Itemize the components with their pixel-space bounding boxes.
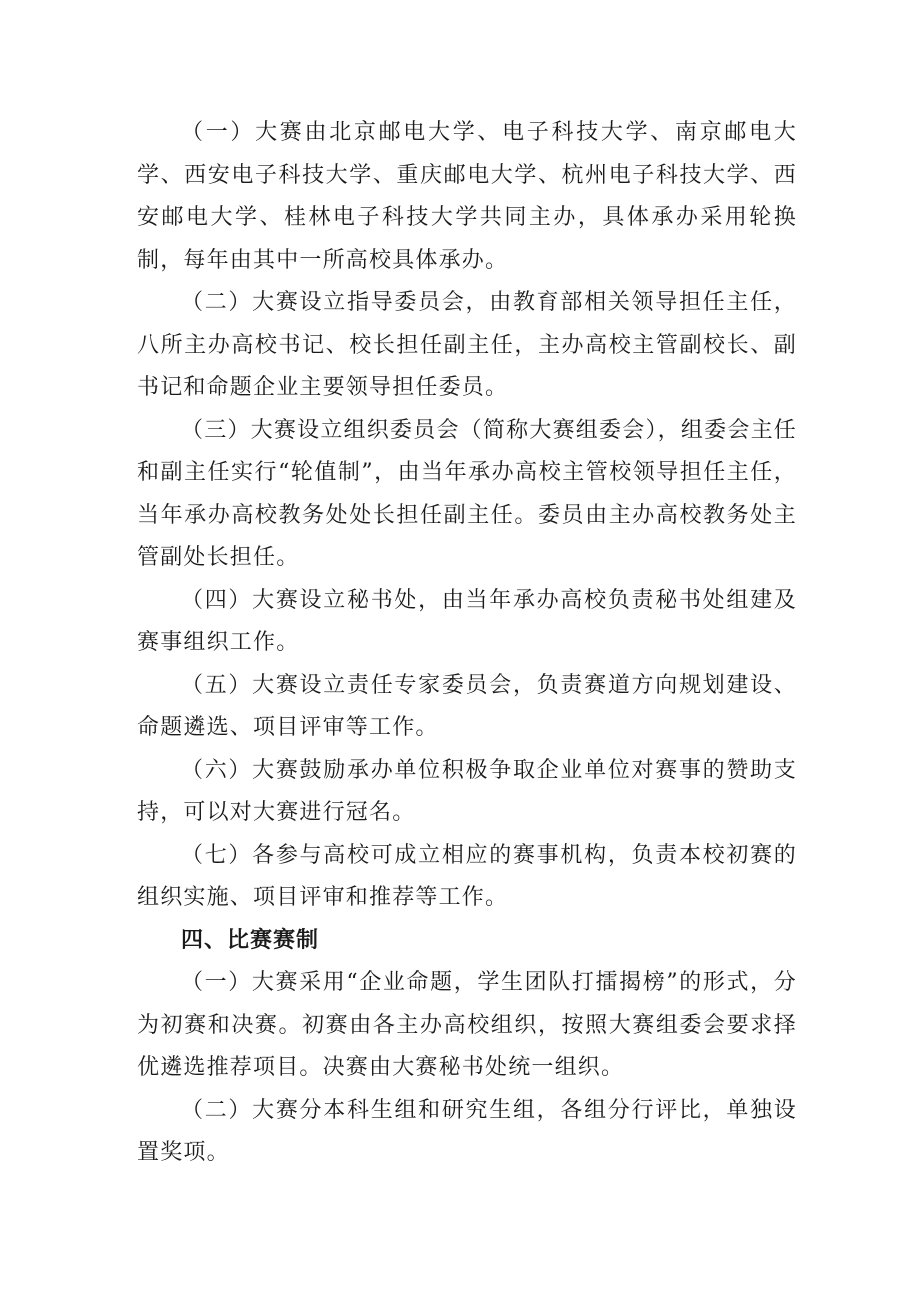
paragraph-school-institutions: （七）各参与高校可成立相应的赛事机构，负责本校初赛的组织实施、项目评审和推荐等工作。: [137, 842, 797, 910]
section-heading: 四、比赛赛制: [181, 927, 320, 953]
paragraph-sponsorship: （六）大赛鼓励承办单位积极争取企业单位对赛事的赞助支持，可以对大赛进行冠名。: [137, 757, 797, 825]
paragraph-groups: （二）大赛分本科生组和研究生组，各组分行评比，单独设置奖项。: [137, 1097, 797, 1165]
paragraph-organizers: （一）大赛由北京邮电大学、电子科技大学、南京邮电大学、西安电子科技大学、重庆邮电大学、杭州电子科技大学、西安邮电大学、桂林电子科技大学共同主办，具体承办采用轮换制，每年由其中一所高校具体承办。: [137, 120, 797, 273]
paragraph-competition-format: （一）大赛采用“企业命题，学生团队打擂揭榜”的形式，分为初赛和决赛。初赛由各主办高校组织，按照大赛组委会要求择优遴选推荐项目。决赛由大赛秘书处统一组织。: [137, 970, 797, 1080]
paragraph-steering-committee: （二）大赛设立指导委员会，由教育部相关领导担任主任，八所主办高校书记、校长担任副主任，主办高校主管副校长、副书记和命题企业主要领导担任委员。: [137, 290, 797, 400]
paragraph-expert-committee: （五）大赛设立责任专家委员会，负责赛道方向规划建设、命题遴选、项目评审等工作。: [137, 672, 797, 740]
paragraph-organizing-committee: （三）大赛设立组织委员会（简称大赛组委会），组委会主任和副主任实行“轮值制”，由当年承办高校主管校领导担任主任，当年承办高校教务处处长担任副主任。委员由主办高校教务处主管副处长担任。: [137, 417, 797, 570]
paragraph-secretariat: （四）大赛设立秘书处，由当年承办高校负责秘书处组建及赛事组织工作。: [137, 587, 797, 655]
document-body: [137, 112, 797, 1175]
